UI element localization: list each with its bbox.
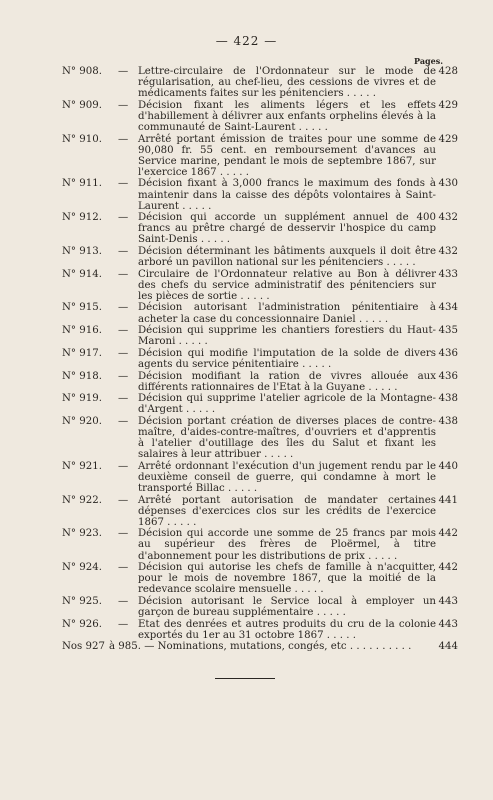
entry-text: Décision qui modifie l'imputation de la solde de divers agents du service pénitentiaire [138, 347, 436, 370]
toc-entry [62, 100, 458, 133]
toc-entry [62, 461, 458, 494]
entry-body [138, 100, 436, 133]
entry-page: 432 [438, 246, 458, 257]
toc-entry [62, 596, 458, 618]
entry-dash: — [118, 393, 129, 405]
table-of-contents [62, 66, 458, 653]
entry-dash: — [118, 66, 129, 77]
entry-body [138, 528, 436, 561]
entry-number: N° 919. [62, 393, 102, 405]
entry-number: N° 915. [62, 302, 102, 314]
entry-page: 435 [438, 325, 458, 337]
entry-dash: — [118, 618, 129, 630]
entry-page: 441 [438, 494, 458, 506]
entry-number: N° 925. [62, 595, 102, 607]
entry-body [138, 348, 436, 370]
entry-body [138, 325, 436, 347]
entry-leader: . . . . . [291, 584, 324, 596]
entry-dash: — [118, 562, 129, 574]
entry-text: Circulaire de l'Ordonnateur relative au Bon à délivrer des chefs du service administratif des pénitenciers sur les pièces de sortie [138, 268, 436, 302]
entry-body [138, 416, 436, 460]
entry-page: 442 [438, 562, 458, 574]
entry-body [138, 562, 436, 595]
entry-leader: . . . . . [197, 234, 231, 246]
entry-leader: . . . . . [260, 449, 294, 461]
toc-entry [62, 416, 458, 460]
entry-number: N° 924. [62, 562, 102, 574]
entry-text: Décision autorisant le Service local à employer un garçon de bureau supplémentaire [138, 595, 436, 618]
entry-dash: — [118, 415, 129, 427]
entry-dash: — [118, 595, 129, 607]
entry-body [138, 246, 436, 268]
entry-leader: . . . . . [182, 404, 216, 416]
entry-dash: — [118, 99, 129, 111]
entry-page: 436 [438, 370, 458, 382]
entry-leader: . . . . . [364, 550, 398, 562]
entry-number: N° 920. [62, 415, 102, 427]
entry-body [138, 596, 436, 618]
entry-text: Arrêté portant autorisation de mandater certaines dépenses d'exercices clos sur les crédits de l'exercice 1867 [138, 494, 436, 528]
entry-leader: . . . . . [313, 607, 346, 618]
entry-body [138, 495, 436, 528]
entry-dash: — [118, 460, 129, 472]
entry-dash: — [118, 347, 129, 359]
entry-text: Décision modifiant la ration de vivres allouée aux différents rationnaires de l'Etat à la Guyane [138, 370, 436, 393]
entry-number: N° 922. [62, 494, 102, 506]
toc-entry [62, 134, 458, 178]
toc-entry [62, 528, 458, 561]
entry-page: 429 [438, 133, 458, 145]
entry-body [138, 371, 436, 393]
entry-dash: — [118, 246, 129, 257]
toc-entry [62, 348, 458, 370]
entry-page: 444 [438, 641, 458, 653]
entry-dash: — [118, 178, 129, 190]
entry-number: N° 921. [62, 460, 102, 472]
entry-number: N° 912. [62, 212, 102, 224]
entry-text: Décision qui autorise les chefs de famille à n'acquitter, pour le mois de novembre 1867, que la moitié de la redevance scolaire mensuelle [138, 562, 436, 596]
entry-number: N° 911. [62, 178, 102, 190]
entry-text: Arrêté ordonnant l'exécution d'un jugement rendu par le deuxième conseil de guerre, qui condamne à mort le transporté Billac [138, 460, 436, 494]
entry-page: 434 [438, 302, 458, 314]
entry-leader: . . . . . [175, 336, 208, 348]
entry-page: 429 [438, 99, 458, 111]
toc-entry [62, 269, 458, 302]
entry-leader: . . . . . [298, 358, 332, 370]
toc-entry [62, 302, 458, 324]
entry-leader: . . . . . [216, 166, 249, 178]
entry-number: N° 909. [62, 99, 102, 111]
entry-body [138, 134, 436, 178]
entry-dash: — [118, 212, 129, 224]
entry-body [109, 641, 436, 652]
toc-entry [62, 178, 458, 211]
entry-text: Décision déterminant les bâtiments auxquels il doit être arboré un pavillon national sur les pénitenciers [138, 246, 436, 269]
entry-text: Décision fixant à 3,000 francs le maximum des fonds à maintenir dans la caisse des dépôts volontaires à Saint-Laurent [138, 178, 436, 212]
entry-page: 433 [438, 268, 458, 280]
entry-leader: . . . . . [323, 629, 356, 641]
entry-leader: . . . . . [343, 88, 376, 100]
entry-dash: — [118, 494, 129, 506]
entry-number: N° 918. [62, 370, 102, 382]
toc-entry [62, 495, 458, 528]
entry-leader: . . . . . [383, 257, 416, 269]
toc-entry [62, 246, 458, 268]
entry-body [138, 178, 436, 211]
entry-text: Lettre-circulaire de l'Ordonnateur sur le mode de régularisation, au chef-lieu, des cessions de vivres et de médicaments faites sur les pénitenciers [138, 66, 436, 100]
toc-entry [62, 212, 458, 245]
entry-body [138, 461, 436, 494]
entry-dash: — [118, 268, 129, 280]
entry-text: Etat des denrées et autres produits du cru de la colonie exportés du 1er au 31 octobre 1867 [138, 618, 436, 641]
toc-entry [62, 393, 458, 415]
entry-text: Décision qui supprime les chantiers forestiers du Haut-Maroni [138, 325, 436, 348]
entry-page: 428 [438, 66, 458, 77]
entry-page: 438 [438, 415, 458, 427]
entry-number: N° 923. [62, 528, 102, 540]
entry-page: 430 [438, 178, 458, 190]
entry-text: Décision fixant les aliments légers et les effets d'habillement à délivrer aux enfants orphelins élevés à la communauté de Saint-Laurent [138, 99, 436, 133]
entry-leader: . . . . . [224, 482, 258, 494]
entry-page: 443 [438, 618, 458, 630]
entry-page: 440 [438, 460, 458, 472]
entry-leader: . . . . . [237, 290, 270, 302]
entry-leader: . . . . . . . . . . [346, 641, 412, 653]
toc-entry-final [62, 641, 458, 652]
entry-body [138, 212, 436, 245]
entry-leader: . . . . . [163, 516, 197, 528]
entry-dash: — [118, 325, 129, 337]
entry-body [138, 619, 436, 641]
entry-dash: — [118, 370, 129, 382]
entry-text: à 985. — Nominations, mutations, congés, etc [108, 641, 347, 653]
entry-text: Décision qui supprime l'atelier agricole de la Montagne-d'Argent [138, 393, 436, 416]
entry-number: N° 910. [62, 133, 102, 145]
toc-entry [62, 562, 458, 595]
entry-text: Décision autorisant l'administration pénitentiaire à acheter la case du concessionnaire Daniel [138, 302, 436, 325]
page-number: — 422 — [215, 34, 278, 48]
entry-text: Décision portant création de diverses places de contre-maître, d'aides-contre-maîtres, d'ouvriers et d'apprentis à l'atelier d'outillage des îles du Salut et fixant les salaires à leur attribuer [138, 415, 436, 461]
entry-number: N° 914. [62, 268, 102, 280]
entry-number: Nos 927 [62, 641, 105, 653]
entry-body [138, 269, 436, 302]
entry-leader: . . . . . [355, 313, 389, 325]
toc-entry [62, 619, 458, 641]
entry-body [138, 393, 436, 415]
end-rule [215, 678, 275, 679]
entry-page: 436 [438, 347, 458, 359]
toc-entry [62, 371, 458, 393]
entry-text: Décision qui accorde un supplément annuel de 400 francs au prêtre chargé de desservir l'hospice du camp Saint-Denis [138, 212, 436, 246]
entry-text: Arrêté portant émission de traites pour une somme de 90,080 fr. 55 cent. en remboursement d'avances au Service marine, pendant le mois de septembre 1867, sur l'exercice 1867 [138, 133, 436, 178]
entry-dash: — [118, 528, 129, 540]
pages-column-label: Pages. [414, 56, 443, 66]
entry-page: 443 [438, 595, 458, 607]
entry-leader: . . . . . [178, 200, 212, 212]
entry-page: 442 [438, 528, 458, 540]
entry-number: N° 926. [62, 618, 102, 630]
entry-number: N° 917. [62, 347, 102, 359]
entry-number: N° 916. [62, 325, 102, 337]
entry-text: Décision qui accorde une somme de 25 francs par mois au supérieur des frères de Ploërmel, à titre d'abonnement pour les distributions de prix [138, 528, 436, 562]
toc-entry [62, 66, 458, 99]
entry-leader: . . . . . [295, 121, 328, 133]
entry-dash: — [118, 302, 129, 314]
entry-dash: — [118, 133, 129, 145]
entry-body [138, 66, 436, 99]
entry-number: N° 913. [62, 246, 102, 257]
entry-page: 432 [438, 212, 458, 224]
entry-body [138, 302, 436, 324]
toc-entry [62, 325, 458, 347]
entry-leader: . . . . . [365, 381, 398, 393]
entry-page: 438 [438, 393, 458, 405]
entry-number: N° 908. [62, 66, 102, 77]
